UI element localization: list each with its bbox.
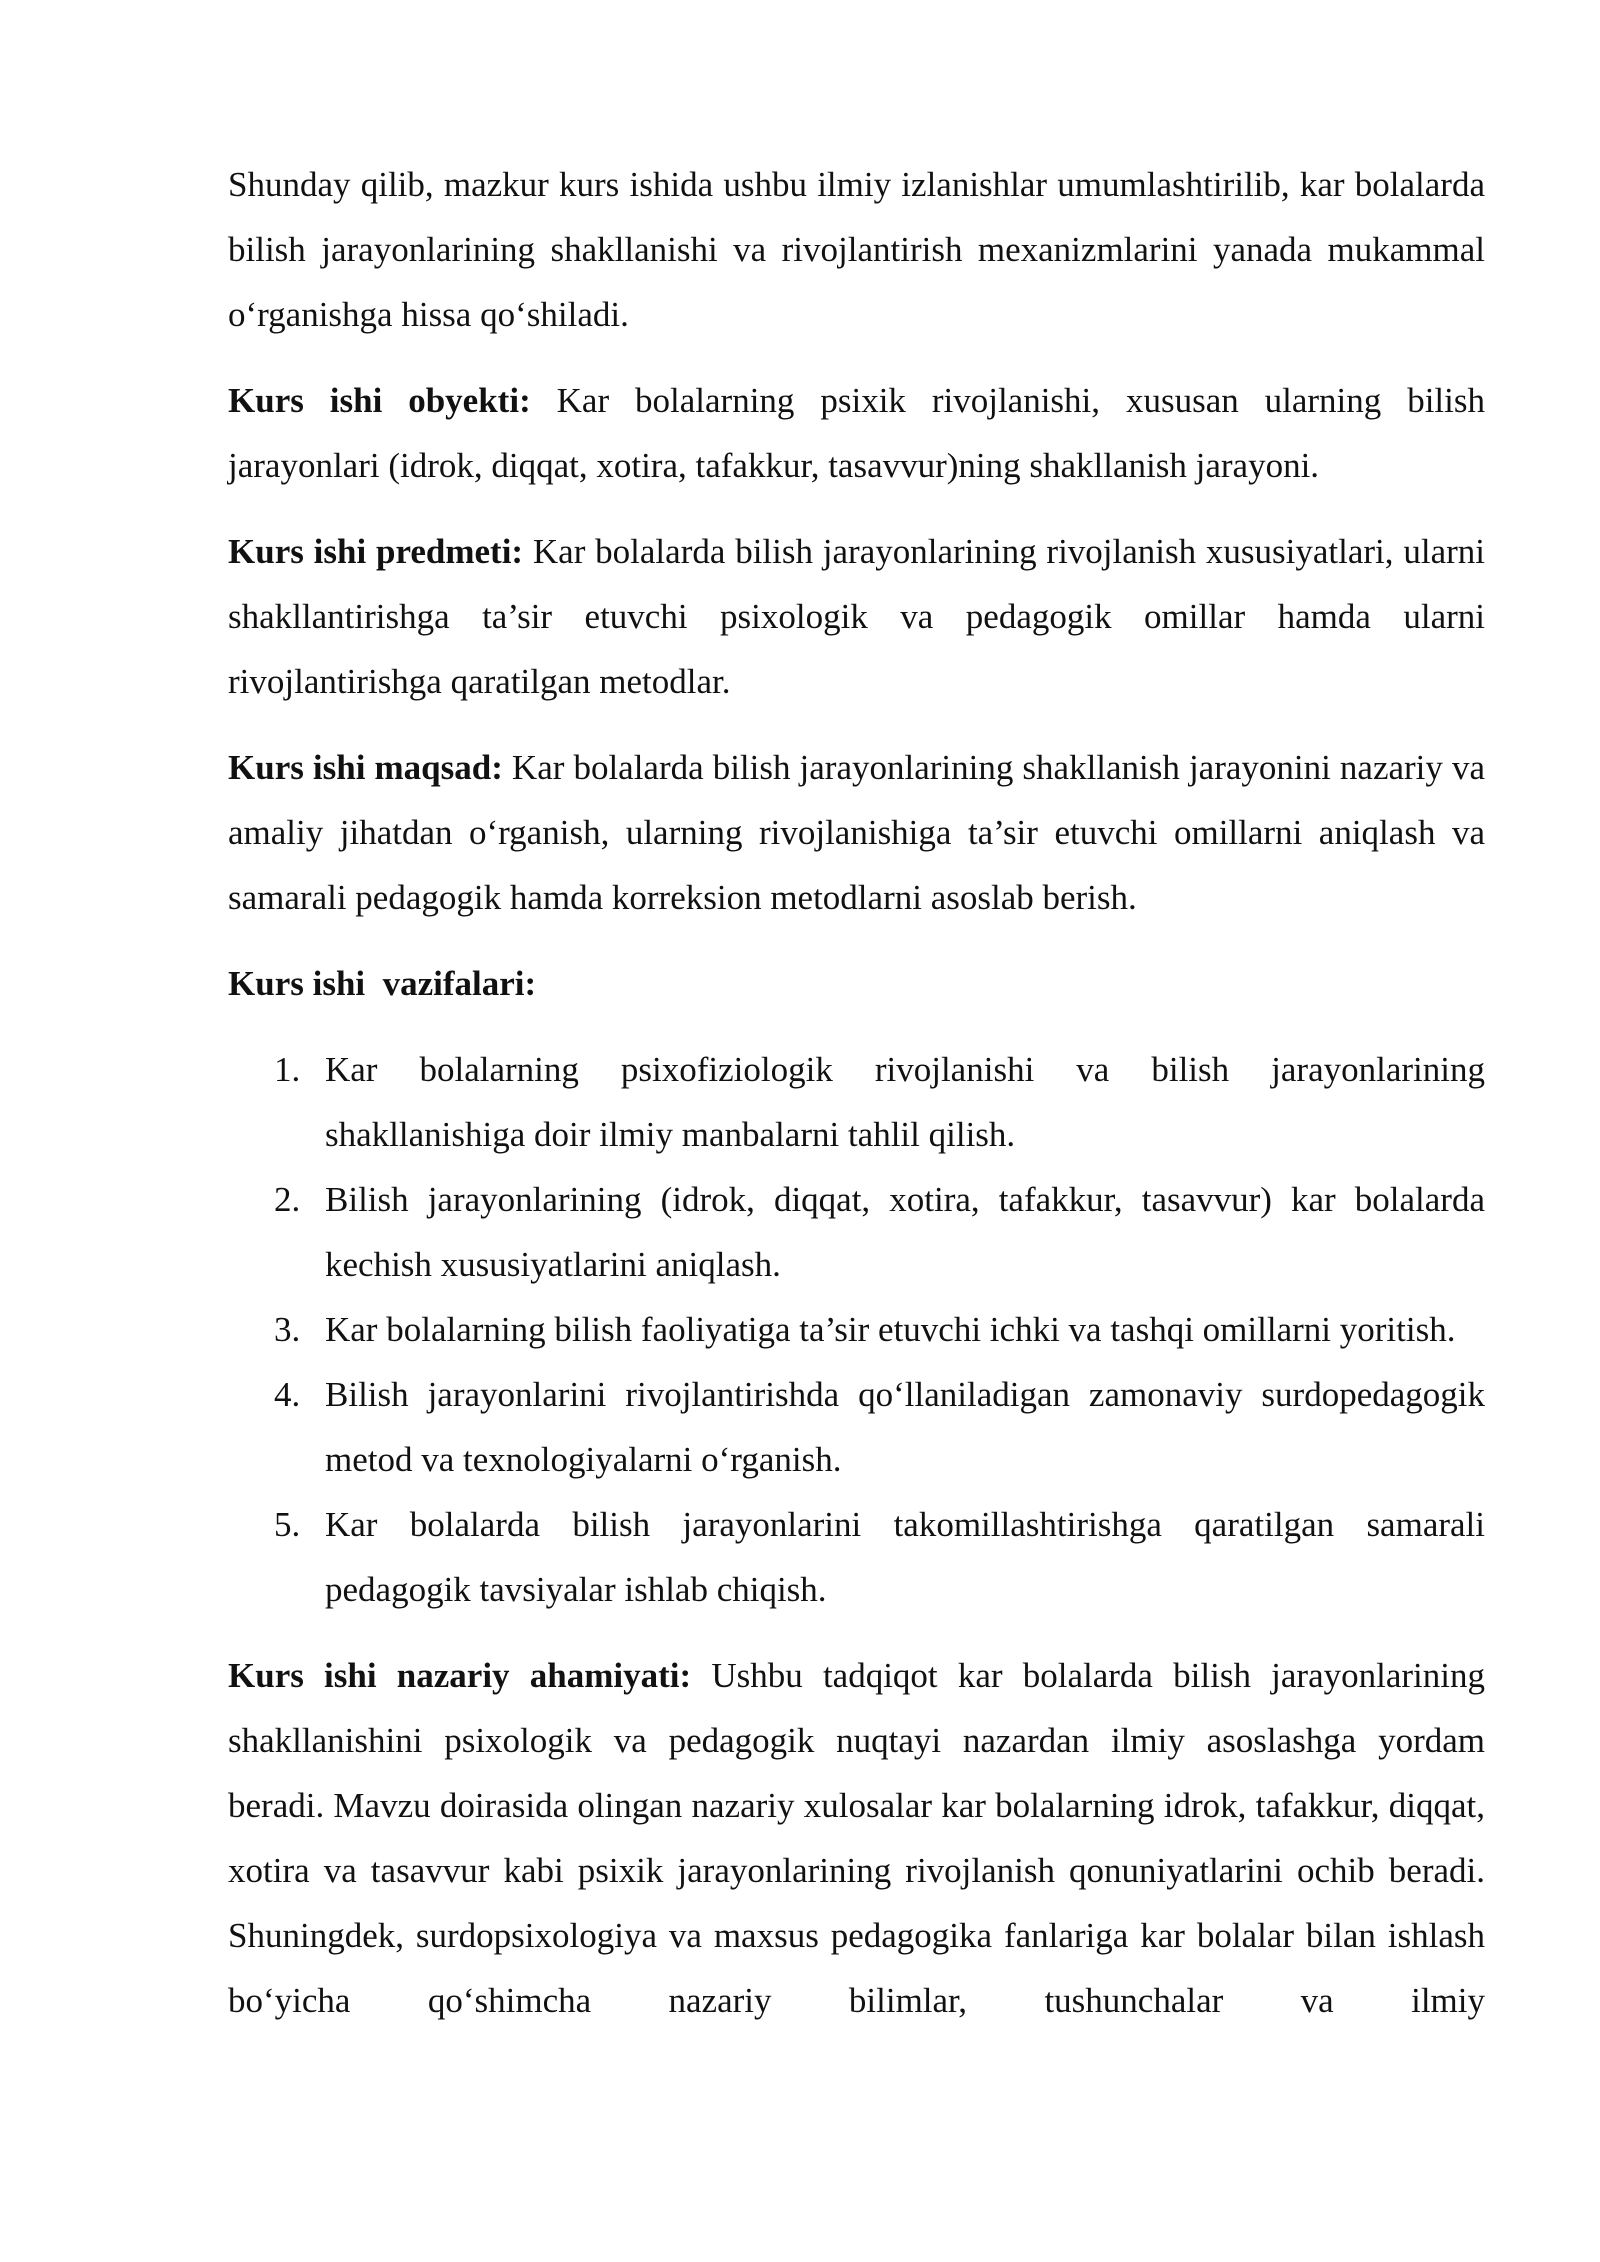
object-label: Kurs ishi obyekti: — [228, 381, 531, 420]
list-item-text: Kar bolalarda bilish jarayonlarini takomillashtirishga qaratilgan samarali pedagogik tavsiyalar ishlab chiqish. — [325, 1505, 1485, 1609]
tasks-heading: Kurs ishi vazifalari: — [228, 964, 537, 1003]
subject-paragraph — [228, 519, 1485, 714]
list-item-text: Kar bolalarning psixofiziologik rivojlanishi va bilish jarayonlarining shakllanishiga doir ilmiy manbalarni tahlil qilish. — [325, 1050, 1485, 1154]
list-item-number: 4. — [274, 1375, 301, 1414]
list-item-text: Kar bolalarning bilish faoliyatiga ta’sir etuvchi ichki va tashqi omillarni yoritish. — [325, 1310, 1456, 1349]
list-item — [228, 1037, 1485, 1167]
list-item-text: Bilish jarayonlarini rivojlantirishda qo‘llaniladigan zamonaviy surdopedagogik metod va texnologiyalarni o‘rganish. — [325, 1375, 1485, 1479]
list-item — [228, 1362, 1485, 1492]
list-item-text: Bilish jarayonlarining (idrok, diqqat, xotira, tafakkur, tasavvur) kar bolalarda kechish xususiyatlarini aniqlash. — [325, 1180, 1485, 1284]
list-item-number: 3. — [274, 1310, 301, 1349]
document-page — [228, 152, 1485, 2054]
object-paragraph — [228, 368, 1485, 498]
theory-paragraph — [228, 1643, 1485, 2033]
object-text: Kar bolalarning psixik rivojlanishi, xususan ularning bilish jarayonlari (idrok, diqqat, xotira, tafakkur, tasavvur)ning shakllanish jarayoni. — [228, 381, 1485, 485]
intro-paragraph: Shunday qilib, mazkur kurs ishida ushbu ilmiy izlanishlar umumlashtirilib, kar bolalarda bilish jarayonlarining shakllanishi va rivojlantirish mexanizmlarini yanada mukammal o‘rganishga hissa qo‘shiladi. — [228, 165, 1485, 334]
theory-label: Kurs ishi nazariy ahamiyati: — [228, 1656, 692, 1695]
theory-text: Ushbu tadqiqot kar bolalarda bilish jarayonlarining shakllanishini psixologik va pedagogik nuqtayi nazardan ilmiy asoslashga yordam beradi. Mavzu doirasida olingan nazariy xulosalar kar bolalarning idrok, tafakkur, diqqat, xotira va tasavvur kabi psixik jarayonlarining rivojlanish qonuniyatlarini ochib beradi. Shuningdek, surdopsixologiya va maxsus pedagogika fanlariga kar bolalar bilan ishlash bo‘yicha qo‘shimcha nazariy bilimlar, tushunchalar va ilmiy — [228, 1656, 1485, 2020]
goal-label: Kurs ishi maqsad: — [228, 748, 503, 787]
tasks-list — [228, 1037, 1485, 1622]
subject-label: Kurs ishi predmeti: — [228, 532, 524, 571]
subject-text: Kar bolalarda bilish jarayonlarining rivojlanish xususiyatlari, ularni shakllantirishga ta’sir etuvchi psixologik va pedagogik omillar hamda ularni rivojlantirishga qaratilgan metodlar. — [228, 532, 1485, 701]
list-item-number: 1. — [274, 1050, 301, 1089]
list-item — [228, 1167, 1485, 1297]
goal-paragraph — [228, 735, 1485, 930]
list-item-number: 5. — [274, 1505, 301, 1544]
list-item-number: 2. — [274, 1180, 301, 1219]
list-item — [228, 1297, 1485, 1362]
goal-text: Kar bolalarda bilish jarayonlarining shakllanish jarayonini nazariy va amaliy jihatdan o‘rganish, ularning rivojlanishiga ta’sir etuvchi omillarni aniqlash va samarali pedagogik hamda korreksion metodlarni asoslab berish. — [228, 748, 1485, 917]
list-item — [228, 1492, 1485, 1622]
